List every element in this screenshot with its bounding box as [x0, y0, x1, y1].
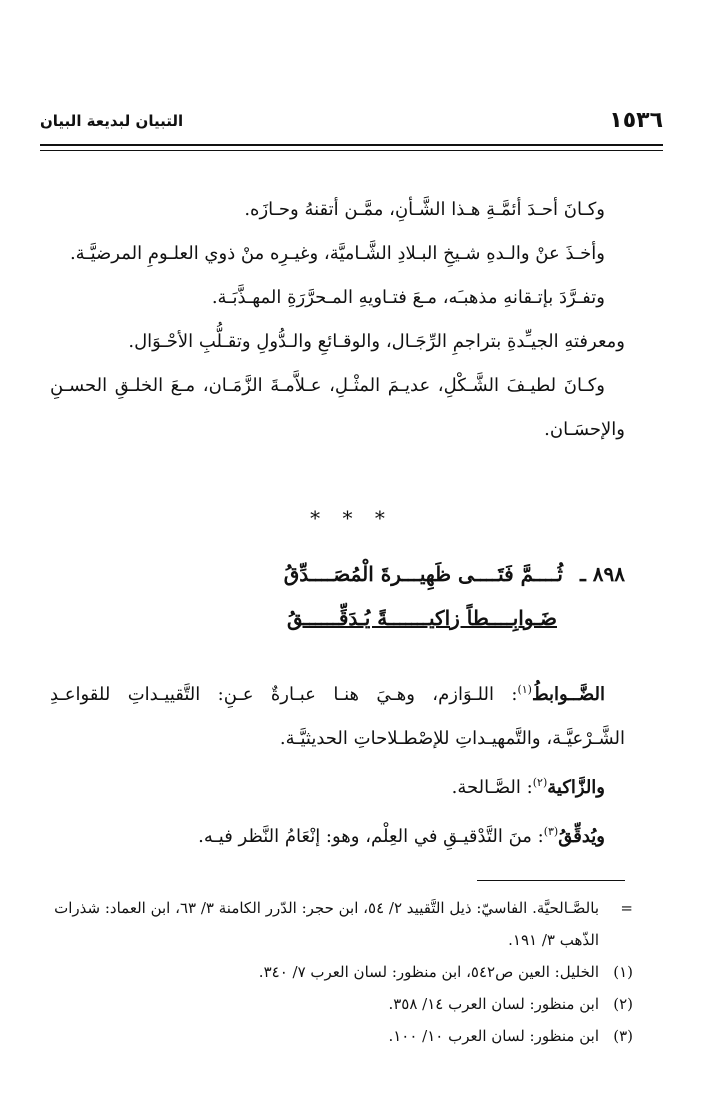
paragraph: وتفـرَّدَ بإتـقانهِ مذهبـَه، مـعَ فتـاويهِ المـحرَّرَةِ المهـذَّبَـة.: [211, 287, 605, 308]
paragraph: ومعرفتهِ الجيـِّدةِ بتراجمِ الرِّجَـال، والوقـائعِ والـدُّولِ وتقـلُّبِ الأحْـوَال.: [128, 331, 625, 352]
footnote-mark: (٣): [613, 1027, 633, 1045]
footnotes: [50, 892, 633, 1052]
commentary-text: : اللـوَازم، وهـيَ هنـا عبـارةٌ عـنِ: التَّقييـداتِ للقواعـدِ الشَّـرْعيَّـة، والتَّمهيـداتِ للإصْطـلاحاتِ الحديثيَّـة.: [50, 684, 625, 749]
header-rule-thick: [40, 144, 663, 146]
footnote-ref: (١): [517, 683, 532, 696]
commentary-term: ويُدقِّقُ: [558, 826, 605, 847]
footnote-ref: (٣): [543, 825, 559, 838]
paragraph: وكـانَ لطيـفَ الشَّـكْلِ، عديـمَ المثْـلِ، عـلاَّمـةَ الزَّمَـان، مـعَ الخلـقِ الحسـنِ والإحسَـان.: [50, 375, 625, 440]
verse-hemistich-2: ضَـوابِــــطاً زاكيـــــــةً يُـدَقِّــــــقُ: [287, 606, 557, 630]
footnote: [50, 892, 633, 956]
footnote-mark: (٢): [613, 995, 633, 1013]
footnote-text: بالصَّـالحيَّة. الفاسيّ: ذيل التَّقييد ٢/ ٥٤، ابن حجر: الدّرر الكامنة ٣/ ٦٣، ابن العماد: شذرات الذّهب ٣/ ١٩١.: [54, 899, 599, 949]
paragraph: وأخـذَ عنْ والـدهِ شـيخِ البـلادِ الشَّـاميَّة، وغيـرِه منْ ذوي العلـومِ المرضيَّـة.: [69, 243, 605, 264]
header-rule-thin: [40, 150, 663, 151]
verse-line-1: [50, 562, 625, 606]
footnote-text: ابن منظور: لسان العرب ١٤/ ٣٥٨.: [388, 995, 599, 1013]
footnote-mark: (١): [613, 963, 633, 981]
commentary-entry: [50, 668, 625, 761]
footnote-rule: [477, 880, 625, 881]
verse-block: [50, 562, 625, 650]
footnote-text: ابن منظور: لسان العرب ١٠/ ١٠٠.: [388, 1027, 599, 1045]
running-title: التبيان لبديعة البيان: [40, 112, 184, 130]
commentary-entry: [50, 810, 625, 859]
footnote-text: الخليل: العين ص٥٤٢، ابن منظور: لسان العرب ٧/ ٣٤٠.: [258, 963, 599, 981]
main-text: [50, 188, 625, 452]
section-separator: * * *: [310, 506, 393, 530]
paragraph: وكـانَ أحـدَ أئمَّـةِ هـذا الشَّـأنِ، ممَّـن أتقنهُ وحـازَه.: [244, 199, 605, 220]
page-number: ١٥٣٦: [609, 108, 663, 133]
commentary-term: والزَّاكية: [547, 777, 605, 798]
footnote: [50, 956, 633, 988]
footnote: [50, 1020, 633, 1052]
commentary-term: الضَّــوابطُ: [531, 684, 605, 705]
commentary-entry: [50, 761, 625, 810]
footnote-mark: =: [620, 899, 633, 917]
verse-hemistich-1: ثُــــمَّ فَتَــــى ظَهِيـــرةَ الْمُصَــــدِّقُ: [283, 562, 563, 586]
commentary: [50, 668, 625, 859]
commentary-text: : منَ التَّدْقيـقِ في العِلْم، وهو: إنْعَامُ النَّظر فيـه.: [198, 826, 544, 847]
page-header: [40, 108, 663, 142]
commentary-text: : الصَّـالحة.: [451, 777, 533, 798]
verse-number: ٨٩٨ ـ: [579, 562, 625, 586]
footnote-ref: (٢): [532, 776, 548, 789]
footnote: [50, 988, 633, 1020]
